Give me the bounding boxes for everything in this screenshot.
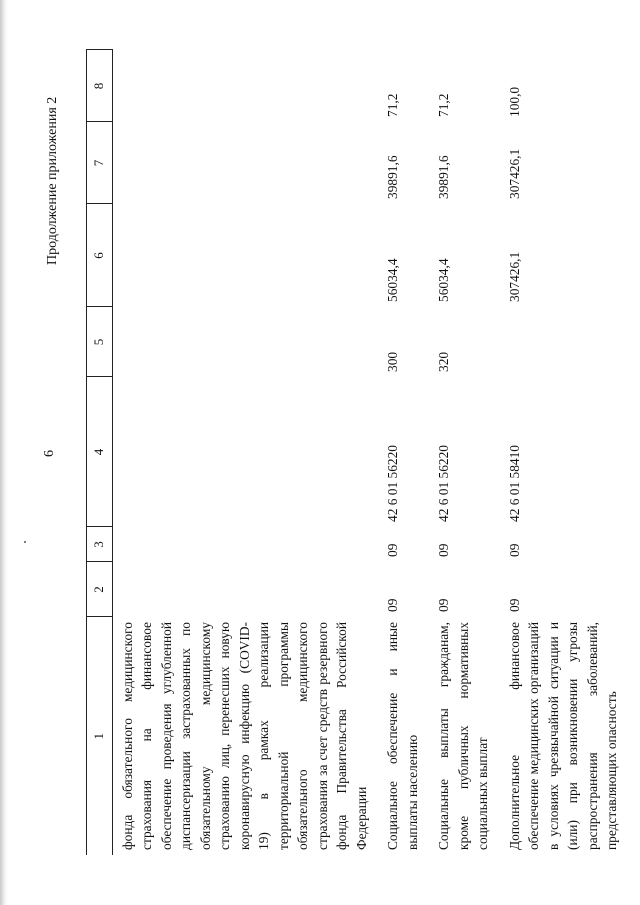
- row-name: Социальные выплаты гражданам, кроме публичных нормативных социальных выплат: [436, 622, 490, 850]
- row-name: Социальное обеспечение и иные выплаты населению: [385, 622, 420, 850]
- row-col-5: [500, 307, 629, 377]
- appendix-table: [86, 50, 629, 856]
- row-col-3: 09: [506, 543, 522, 557]
- row-name: фонда обязательного медицинского страхования на финансовое обеспечение проведения углубленной диспансеризации застрахованных по обязательному медицинскому страхованию лиц, перенесших новую коронавирусную инфекцию (COVID-19) в рамках реализации территориальной программы обязательного медицинского страхования за счет средств резервного фонда Правительства Российской Федерации: [119, 622, 369, 850]
- row-col-8: [112, 50, 378, 122]
- row-col-8: 71,2: [436, 93, 451, 117]
- header-col-3: 3: [87, 527, 113, 562]
- header-col-7: 7: [87, 122, 113, 204]
- row-col-3: [112, 527, 378, 562]
- row-col-2: 09: [436, 598, 451, 612]
- row-col-5: 300: [385, 351, 400, 372]
- row-col-6: 56034,4: [385, 258, 400, 302]
- row-col-3: 09: [436, 543, 451, 557]
- row-col-6: 56034,4: [436, 258, 451, 302]
- row-col-4: 42 6 01 56220: [385, 445, 400, 522]
- header-col-2: 2: [87, 562, 113, 617]
- page-number: 6: [42, 450, 57, 457]
- row-col-3: 09: [385, 543, 400, 557]
- row-col-8: 100,0: [506, 86, 522, 117]
- table-row: [429, 50, 500, 855]
- row-col-2: 09: [385, 598, 400, 612]
- row-col-2: [112, 562, 378, 617]
- row-col-5: [112, 307, 378, 377]
- row-col-2: 09: [506, 598, 522, 612]
- row-col-7: 307426,1: [506, 148, 522, 199]
- row-col-6: 307426,1: [506, 251, 522, 302]
- table-row: [378, 50, 429, 855]
- row-col-7: [112, 122, 378, 204]
- appendix-caption: Продолжение приложения 2: [45, 96, 60, 265]
- header-col-4: 4: [87, 377, 113, 527]
- row-col-8: 71,2: [385, 93, 400, 117]
- row-col-4: [112, 377, 378, 527]
- row-col-4: 42 6 01 58410: [506, 445, 522, 522]
- row-col-5: 320: [436, 351, 451, 372]
- header-col-8: 8: [87, 50, 113, 122]
- row-col-7: 39891,6: [436, 155, 451, 199]
- table-row: [500, 50, 629, 855]
- scan-dot: [24, 541, 26, 543]
- table-row: [112, 50, 378, 855]
- row-col-7: 39891,6: [385, 155, 400, 199]
- row-col-6: [112, 204, 378, 307]
- header-col-1: 1: [87, 617, 113, 855]
- header-col-6: 6: [87, 204, 113, 307]
- header-col-5: 5: [87, 307, 113, 377]
- row-col-4: 42 6 01 56220: [436, 445, 451, 522]
- table-header-row: [87, 50, 113, 855]
- row-name: Дополнительное финансовое обеспечение медицинских организаций в условиях чрезвычайной ситуации и (или) при возникновении угрозы распространения заболеваний, представляющих опасность: [506, 622, 619, 850]
